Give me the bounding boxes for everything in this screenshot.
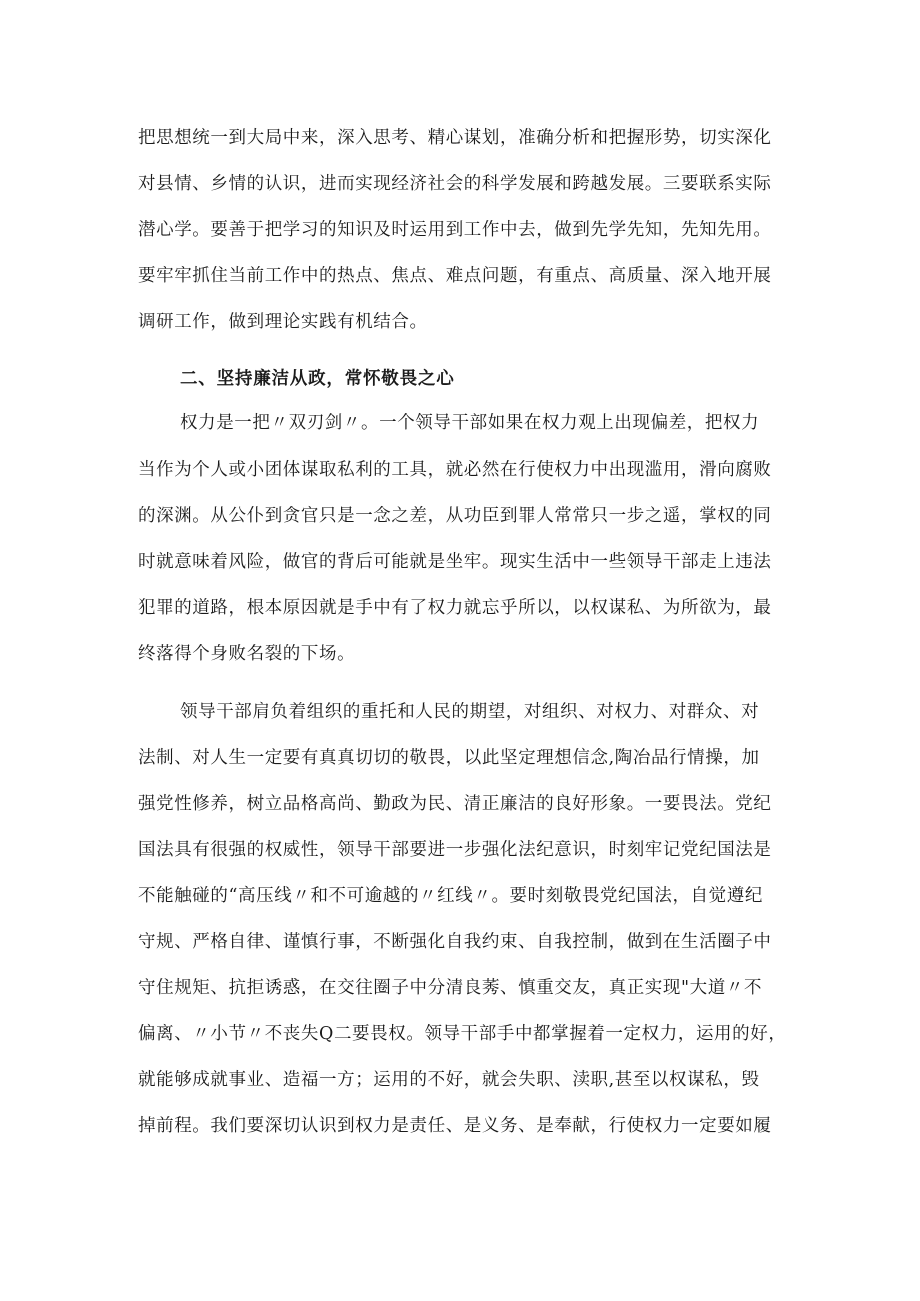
paragraph-3-line-7: 守住规矩、抗拒诱惑，在交往圈子中分清良莠、慎重交友，真正实现"大道〃不 [138,978,763,998]
paragraph-3-line-10: 掉前程。我们要深切认识到权力是责任、是义务、是奉献，行使权力一定要如履 [138,1116,772,1136]
paragraph-3-line-3: 强党性修养，树立品格高尚、勤政为民、清正廉洁的良好形象。一要畏法。党纪 [138,794,772,814]
paragraph-2-line-1: 权力是一把〃双刃剑〃。一个领导干部如果在权力观上出现偏差，把权力 [180,413,760,433]
paragraph-1-line-4: 要牢牢抓住当前工作中的热点、焦点、难点问题，有重点、高质量、深入地开展 [138,266,772,286]
paragraph-3-line-4: 国法具有很强的权威性，领导干部要进一步强化法纪意识，时刻牢记党纪国法是 [138,840,772,860]
paragraph-1-line-2: 对县情、乡情的认识，进而实现经济社会的科学发展和跨越发展。三要联系实际 [138,174,772,194]
paragraph-2-line-2: 当作为个人或小团体谋取私利的工具，就必然在行使权力中出现滥用，滑向腐败 [138,460,772,480]
paragraph-3-line-9: 就能够成就事业、造福一方；运用的不好，就会失职、渎职,甚至以权谋私，毁 [138,1070,760,1090]
paragraph-1-line-5: 调研工作，做到理论实践有机结合。 [138,312,428,332]
paragraph-3-line-2: 法制、对人生一定要有真真切切的敬畏，以此坚定理想信念,陶冶品行情操，加 [138,748,760,768]
paragraph-2-line-5: 犯罪的道路，根本原因就是手中有了权力就忘乎所以，以权谋私、为所欲为，最 [138,598,772,618]
paragraph-3-line-1: 领导干部肩负着组织的重托和人民的期望，对组织、对权力、对群众、对 [180,702,760,722]
paragraph-2-line-6: 终落得个身败名裂的下场。 [138,644,356,664]
paragraph-1-line-3: 潜心学。要善于把学习的知识及时运用到工作中去，做到先学先知，先知先用。 [138,220,772,240]
paragraph-3-line-5: 不能触碰的“高压线〃和不可逾越的〃红线〃。要时刻敬畏党纪国法，自觉遵纪 [138,886,763,906]
section-heading: 二、坚持廉洁从政，常怀敬畏之心 [180,369,455,389]
paragraph-1-line-1: 把思想统一到大局中来，深入思考、精心谋划，准确分析和把握形势，切实深化 [138,128,772,148]
paragraph-3-line-6: 守规、严格自律、谨慎行事，不断强化自我约束、自我控制，做到在生活圈子中 [138,932,772,952]
paragraph-3-line-8: 偏离、〃小节〃不丧失Q二要畏权。领导干部手中都掌握着一定权力，运用的好， [138,1024,787,1044]
paragraph-2-line-4: 时就意味着风险，做官的背后可能就是坐牢。现实生活中一些领导干部走上违法 [138,552,772,572]
paragraph-2-line-3: 的深渊。从公仆到贪官只是一念之差，从功臣到罪人常常只一步之遥，掌权的同 [138,506,772,526]
